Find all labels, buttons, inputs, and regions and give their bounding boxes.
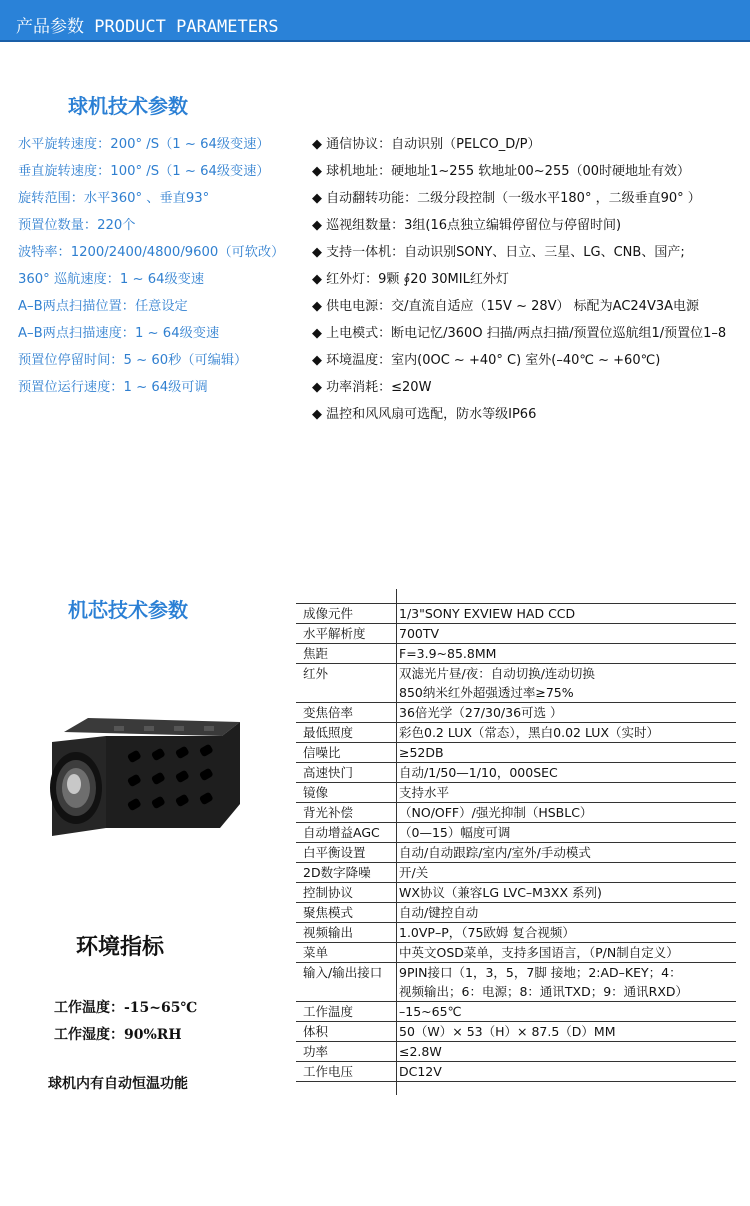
spec-name: 焦距 [303, 646, 329, 661]
spec-value: 支持水平 [399, 785, 450, 800]
header-banner [0, 0, 750, 42]
dome-spec-item: 预置位停留时间：5 ~ 60秒（可编辑） [18, 353, 248, 368]
dome-feature-item: ◆ 功率消耗：≤20W [312, 380, 432, 395]
spec-value: （NO/OFF）/强光抑制（HSBLC） [399, 805, 593, 820]
table-row [296, 883, 736, 903]
table-row [296, 923, 736, 943]
spec-value: DC12V [399, 1064, 442, 1079]
spec-name: 成像元件 [303, 606, 354, 621]
banner-title: 产品参数 PRODUCT PARAMETERS [16, 17, 279, 37]
dome-spec-item: 360° 巡航速度：1 ~ 64级变速 [18, 272, 205, 287]
table-row [296, 1042, 736, 1062]
dome-spec-item: 波特率：1200/2400/4800/9600（可软改） [18, 245, 285, 260]
spec-name: 功率 [303, 1044, 329, 1059]
spec-value: 1.0VP–P，（75欧姆 复合视频） [399, 925, 575, 940]
spec-name: 体积 [303, 1024, 329, 1039]
spec-value: 1/3"SONY EXVIEW HAD CCD [399, 606, 576, 621]
dome-feature-item: ◆ 球机地址：硬地址1~255 软地址00~255（00时硬地址有效） [312, 164, 691, 179]
spec-name: 白平衡设置 [303, 845, 366, 860]
spec-name: 2D数字降噪 [303, 865, 371, 880]
spec-name: 聚焦模式 [303, 905, 354, 920]
dome-right-specs [312, 131, 742, 428]
spec-value: 50（W）× 53（H）× 87.5（D）MM [399, 1024, 616, 1039]
table-row [296, 803, 736, 823]
table-row [296, 823, 736, 843]
table-row [296, 644, 736, 664]
spec-name: 镜像 [303, 785, 329, 800]
banner-underline [0, 40, 750, 42]
spec-value: 中英文OSD菜单，支持多国语言，（P/N制自定义） [399, 945, 679, 960]
spec-value: ≥52DB [399, 745, 444, 760]
spec-value: F=3.9~85.8MM [399, 646, 497, 661]
table-row [296, 624, 736, 644]
spec-name: 高速快门 [303, 765, 354, 780]
spec-name: 自动增益AGC [303, 825, 380, 840]
spec-name: 背光补偿 [303, 805, 354, 820]
spec-name: 工作温度 [303, 1004, 354, 1019]
spec-value: 自动/1/50—1/10，000SEC [399, 765, 558, 780]
table-row [296, 604, 736, 624]
dome-feature-item: ◆ 自动翻转功能：二级分段控制（一级水平180° ，二级垂直90° ） [312, 191, 701, 206]
thermostat-note: 球机内有自动恒温功能 [48, 1076, 188, 1092]
spec-value: 850纳米红外超强透过率≥75% [399, 685, 574, 700]
dome-section-title: 球机技术参数 [68, 94, 188, 118]
table-row [296, 743, 736, 763]
dome-feature-item: ◆ 通信协议：自动识别（PELCO_D/P） [312, 137, 541, 152]
dome-spec-item: A–B两点扫描位置：任意设定 [18, 299, 188, 314]
dome-feature-item: ◆ 巡视组数量：3组(16点独立编辑停留位与停留时间) [312, 218, 622, 233]
table-row [296, 783, 736, 803]
table-row [296, 1002, 736, 1022]
spec-value: （0—15）幅度可调 [399, 825, 511, 840]
table-row [296, 1022, 736, 1042]
spec-value: 自动/自动跟踪/室内/室外/手动模式 [399, 845, 591, 860]
spec-name: 视频输出 [303, 925, 354, 940]
table-row [296, 943, 736, 963]
spec-value: 700TV [399, 626, 440, 641]
spec-name: 输入/输出接口 [303, 965, 383, 980]
table-row [296, 723, 736, 743]
dome-feature-item: ◆ 环境温度：室内(0OC ~ +40° C) 室外(–40℃ ~ +60℃) [312, 353, 661, 368]
dome-feature-item: ◆ 温控和风风扇可选配，防水等级IP66 [312, 407, 537, 422]
table-body [296, 604, 736, 1082]
table-row [296, 843, 736, 863]
dome-spec-item: 旋转范围：水平360° 、垂直93° [18, 191, 210, 206]
table-row [296, 863, 736, 883]
dome-feature-item: ◆ 红外灯：9颗 ∮20 30MIL红外灯 [312, 272, 509, 287]
spec-value: –15~65℃ [399, 1004, 462, 1019]
dome-spec-item: 预置位运行速度：1 ~ 64级可调 [18, 380, 208, 395]
dome-spec-item: 水平旋转速度：200° /S（1 ~ 64级变速） [18, 137, 270, 152]
spec-value: WX协议（兼容LG LVC–M3XX 系列) [399, 885, 602, 900]
table-row [296, 703, 736, 723]
dome-feature-item: ◆ 供电电源：交/直流自适应（15V ~ 28V） 标配为AC24V3A电源 [312, 299, 700, 314]
dome-feature-item: ◆ 上电模式：断电记忆/360O 扫描/两点扫描/预置位巡航组1/预置位1–8 [312, 326, 727, 341]
dome-spec-item: 预置位数量：220个 [18, 218, 136, 233]
spec-name: 变焦倍率 [303, 705, 354, 720]
spec-name: 最低照度 [303, 725, 354, 740]
table-row [296, 763, 736, 783]
spec-value: 开/关 [399, 865, 429, 880]
spec-name: 红外 [303, 666, 329, 681]
spec-name: 水平解析度 [303, 626, 366, 641]
table-row [296, 903, 736, 923]
spec-value: 双滤光片昼/夜：自动切换/连动切换 [399, 666, 595, 681]
table-row [296, 664, 736, 703]
spec-name: 信噪比 [303, 745, 341, 760]
working-temperature: 工作温度：-15~65℃ [54, 1000, 198, 1016]
core-section-title: 机芯技术参数 [68, 598, 188, 622]
dome-spec-item: 垂直旋转速度：100° /S（1 ~ 64级变速） [18, 164, 270, 179]
environment-title: 环境指标 [76, 934, 165, 960]
spec-value: 36倍光学（27/30/36可选 ） [399, 705, 563, 720]
spec-name: 菜单 [303, 945, 329, 960]
dome-feature-item: ◆ 支持一体机：自动识别SONY、日立、三星、LG、CNB、国产; [312, 245, 685, 260]
camera-module-image [44, 712, 254, 852]
spec-value: 自动/键控自动 [399, 905, 479, 920]
spec-name: 工作电压 [303, 1064, 354, 1079]
working-humidity: 工作湿度：90%RH [54, 1027, 182, 1043]
spec-value: ≤2.8W [399, 1044, 442, 1059]
spec-value: 彩色0.2 LUX（常态），黑白0.02 LUX（实时） [399, 725, 660, 740]
table-row [296, 963, 736, 1002]
dome-spec-item: A–B两点扫描速度：1 ~ 64级变速 [18, 326, 220, 341]
spec-value: 视频输出；6：电源；8：通讯TXD；9：通讯RXD） [399, 984, 689, 999]
table-row [296, 1062, 736, 1082]
dome-left-specs [18, 131, 308, 401]
spec-name: 控制协议 [303, 885, 354, 900]
spec-value: 9PIN接口（1，3，5，7脚 接地；2:AD–KEY；4： [399, 965, 682, 980]
